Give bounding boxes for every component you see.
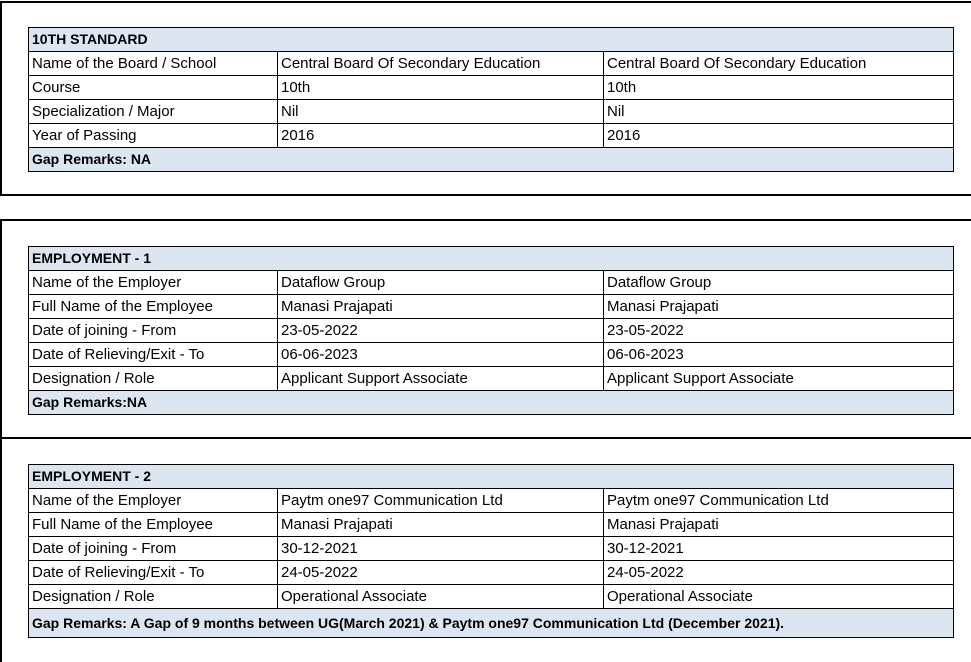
row-value-2: Manasi Prajapati <box>604 513 954 537</box>
row-label: Date of joining - From <box>29 537 278 561</box>
panel-1-left-border <box>0 1 2 195</box>
row-value-1: 10th <box>278 76 604 100</box>
employment-2-table <box>28 464 954 638</box>
gap-remarks: Gap Remarks: A Gap of 9 months between UG(March 2021) & Paytm one97 Communication Ltd (December 2021). <box>29 609 954 638</box>
row-value-1: Nil <box>278 100 604 124</box>
row-value-1: 30-12-2021 <box>278 537 604 561</box>
section-title: EMPLOYMENT - 1 <box>29 247 954 271</box>
gap-remarks: Gap Remarks: NA <box>29 148 954 172</box>
row-label: Name of the Board / School <box>29 52 278 76</box>
row-value-1: Central Board Of Secondary Education <box>278 52 604 76</box>
row-label: Course <box>29 76 278 100</box>
table-row <box>29 585 954 609</box>
panel-2-left-border <box>0 219 2 662</box>
section-title: EMPLOYMENT - 2 <box>29 465 954 489</box>
row-value-1: 2016 <box>278 124 604 148</box>
row-value-2: Manasi Prajapati <box>604 295 954 319</box>
row-value-2: Nil <box>604 100 954 124</box>
row-value-2: Operational Associate <box>604 585 954 609</box>
row-label: Name of the Employer <box>29 271 278 295</box>
row-label: Name of the Employer <box>29 489 278 513</box>
table-row <box>29 124 954 148</box>
table-row <box>29 100 954 124</box>
employment-1-table <box>28 246 954 415</box>
panel-2-top-border <box>0 219 971 221</box>
row-value-1: Manasi Prajapati <box>278 295 604 319</box>
table-row <box>29 489 954 513</box>
row-value-1: Applicant Support Associate <box>278 367 604 391</box>
row-label: Designation / Role <box>29 585 278 609</box>
row-label: Full Name of the Employee <box>29 513 278 537</box>
row-value-2: Applicant Support Associate <box>604 367 954 391</box>
row-value-2: 10th <box>604 76 954 100</box>
gap-remarks: Gap Remarks:NA <box>29 391 954 415</box>
row-value-2: Central Board Of Secondary Education <box>604 52 954 76</box>
education-10th-table <box>28 27 954 172</box>
row-value-2: 2016 <box>604 124 954 148</box>
row-value-1: Operational Associate <box>278 585 604 609</box>
row-value-1: 23-05-2022 <box>278 319 604 343</box>
table-row <box>29 271 954 295</box>
row-value-2: 06-06-2023 <box>604 343 954 367</box>
table-row <box>29 76 954 100</box>
table-row <box>29 52 954 76</box>
panel-3-top-border <box>0 437 971 439</box>
row-label: Year of Passing <box>29 124 278 148</box>
row-label: Date of Relieving/Exit - To <box>29 343 278 367</box>
row-value-1: Paytm one97 Communication Ltd <box>278 489 604 513</box>
panel-1-top-border <box>0 1 971 3</box>
table-row <box>29 319 954 343</box>
row-value-1: 06-06-2023 <box>278 343 604 367</box>
table-row <box>29 295 954 319</box>
row-label: Specialization / Major <box>29 100 278 124</box>
row-label: Date of joining - From <box>29 319 278 343</box>
section-title: 10TH STANDARD <box>29 28 954 52</box>
row-label: Designation / Role <box>29 367 278 391</box>
row-value-2: 23-05-2022 <box>604 319 954 343</box>
row-label: Full Name of the Employee <box>29 295 278 319</box>
row-value-2: Dataflow Group <box>604 271 954 295</box>
row-value-1: Dataflow Group <box>278 271 604 295</box>
table-row <box>29 561 954 585</box>
row-value-2: 30-12-2021 <box>604 537 954 561</box>
table-row <box>29 367 954 391</box>
panel-1-bottom-border <box>0 194 971 196</box>
table-row <box>29 513 954 537</box>
row-value-2: 24-05-2022 <box>604 561 954 585</box>
row-value-2: Paytm one97 Communication Ltd <box>604 489 954 513</box>
row-label: Date of Relieving/Exit - To <box>29 561 278 585</box>
table-row <box>29 343 954 367</box>
table-row <box>29 537 954 561</box>
row-value-1: 24-05-2022 <box>278 561 604 585</box>
row-value-1: Manasi Prajapati <box>278 513 604 537</box>
